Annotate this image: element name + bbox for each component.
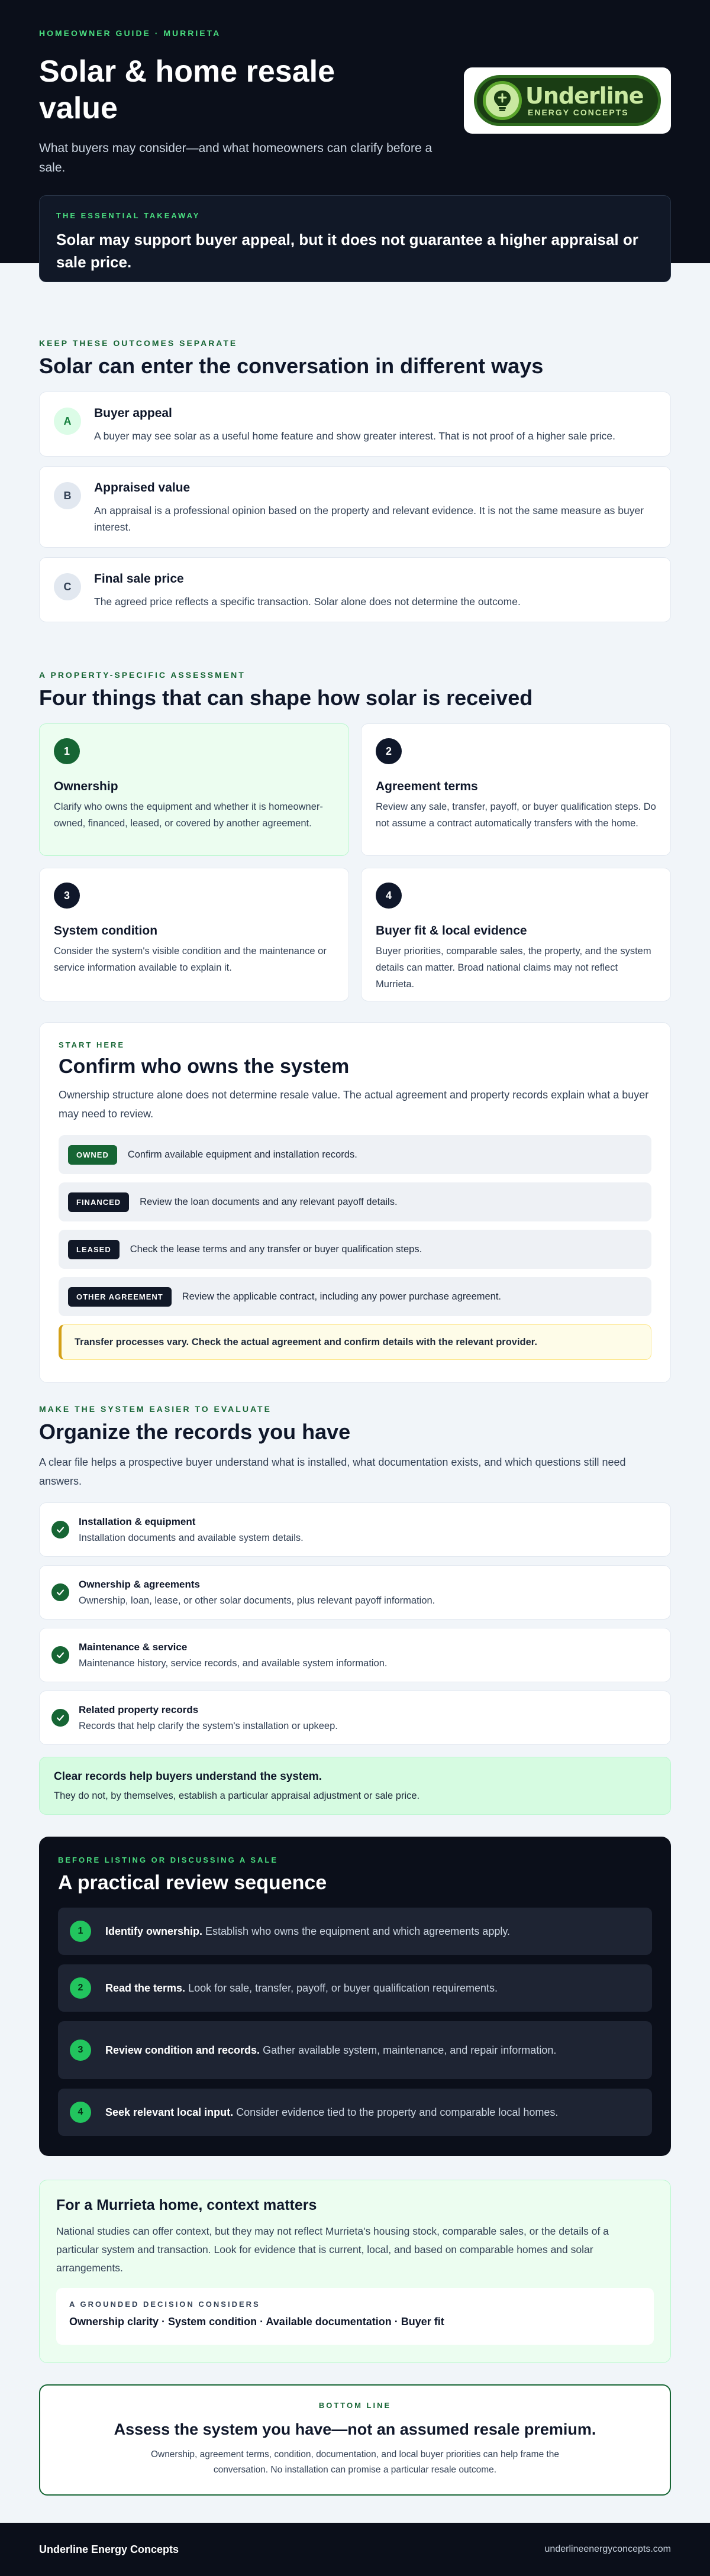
ownership-eyebrow: START HERE <box>59 1040 125 1049</box>
record-item <box>39 1628 671 1682</box>
records-section <box>39 1404 671 1815</box>
ownership-row-leased <box>59 1230 651 1269</box>
records-title: Organize the records you have <box>39 1420 351 1444</box>
record-item <box>39 1691 671 1745</box>
step-number: 4 <box>70 2102 91 2123</box>
context-title: For a Murrieta home, context matters <box>56 2197 317 2213</box>
ownership-tag: OWNED <box>68 1145 117 1165</box>
outcome-desc: The agreed price reflects a specific transaction. Solar alone does not determine the outcome. <box>94 596 521 607</box>
factor-title: System condition <box>54 924 158 938</box>
review-step <box>58 1908 652 1955</box>
callout-desc: They do not, by themselves, establish a particular appraisal adjustment or sale price. <box>54 1790 420 1801</box>
step-lead: Seek relevant local input. <box>105 2106 234 2118</box>
decision-items: Ownership clarity · System condition · Available documentation · Buyer fit <box>69 2316 444 2328</box>
factor-desc: Review any sale, transfer, payoff, or buyer qualification steps. Do not assume a contract automatically transfers with the home. <box>376 801 656 829</box>
factor-number: 3 <box>54 883 80 909</box>
ownership-row-owned <box>59 1135 651 1174</box>
step-text: Consider evidence tied to the property and comparable local homes. <box>236 2106 559 2118</box>
records-callout <box>39 1757 671 1815</box>
outcome-title: Buyer appeal <box>94 406 172 420</box>
outcomes-eyebrow: KEEP THESE OUTCOMES SEPARATE <box>39 338 238 348</box>
records-intro: A clear file helps a prospective buyer understand what is installed, what documentation exists, and which questions still need answers. <box>39 1456 626 1487</box>
review-step <box>58 2021 652 2079</box>
factor-card-system-condition <box>39 868 349 1001</box>
factor-number: 1 <box>54 738 80 764</box>
ownership-intro: Ownership structure alone does not determine resale value. The actual agreement and property records explain what a buyer may need to review. <box>59 1089 649 1120</box>
record-title: Related property records <box>79 1704 199 1715</box>
step-number: 1 <box>70 1921 91 1942</box>
bottom-title: Assess the system you have—not an assumed resale premium. <box>114 2420 596 2438</box>
record-desc: Installation documents and available system details. <box>79 1532 304 1543</box>
review-section <box>39 1837 671 2156</box>
review-title: A practical review sequence <box>58 1872 327 1894</box>
decision-box <box>56 2288 654 2345</box>
record-item <box>39 1502 671 1557</box>
step-number: 2 <box>70 1977 91 1999</box>
page-title: Solar & home resale value <box>39 54 335 125</box>
takeaway-eyebrow: THE ESSENTIAL TAKEAWAY <box>56 211 201 220</box>
ownership-row-desc: Confirm available equipment and installation records. <box>127 1149 357 1160</box>
step-lead: Identify ownership. <box>105 1925 203 1937</box>
record-title: Ownership & agreements <box>79 1578 201 1590</box>
review-eyebrow: BEFORE LISTING OR DISCUSSING A SALE <box>58 1856 279 1864</box>
records-eyebrow: MAKE THE SYSTEM EASIER TO EVALUATE <box>39 1404 272 1414</box>
takeaway-card <box>39 195 671 282</box>
context-desc: National studies can offer context, but they may not reflect Murrieta's housing stock, comparable sales, or the details of a particular system and transaction. Look for evidence that is current, local, and based on comparable homes and solar arrangements. <box>56 2225 609 2274</box>
lightbulb-icon <box>483 81 522 120</box>
transfer-note: Transfer processes vary. Check the actual agreement and confirm details with the relevant provider. <box>59 1324 651 1360</box>
factors-section <box>39 670 671 1001</box>
footer-website-link[interactable]: underlineenergyconcepts.com <box>544 2544 671 2554</box>
ownership-tag: OTHER AGREEMENT <box>68 1287 172 1307</box>
factor-card-buyer-fit <box>361 868 671 1001</box>
outcome-card-final-sale-price <box>39 557 671 622</box>
step-lead: Read the terms. <box>105 1982 186 1994</box>
callout-title: Clear records help buyers understand the system. <box>54 1770 322 1783</box>
factor-desc: Consider the system's visible condition and the maintenance or service information available to explain it. <box>54 946 327 973</box>
logo-badge <box>474 75 661 126</box>
check-icon <box>51 1709 69 1727</box>
takeaway-text: Solar may support buyer appeal, but it does not guarantee a higher appraisal or sale price. <box>56 231 638 271</box>
outcomes-title: Solar can enter the conversation in different ways <box>39 354 544 378</box>
ownership-row-desc: Review the loan documents and any relevant payoff details. <box>140 1196 398 1207</box>
ownership-tag: LEASED <box>68 1240 120 1259</box>
factor-title: Buyer fit & local evidence <box>376 924 527 938</box>
check-icon <box>51 1583 69 1601</box>
outcome-title: Final sale price <box>94 572 184 586</box>
ownership-row-desc: Review the applicable contract, including any power purchase agreement. <box>182 1291 502 1302</box>
ownership-row-other <box>59 1277 651 1316</box>
record-title: Maintenance & service <box>79 1641 188 1653</box>
record-desc: Records that help clarify the system's installation or upkeep. <box>79 1720 338 1731</box>
ownership-title: Confirm who owns the system <box>59 1055 350 1078</box>
footer-brand: Underline Energy Concepts <box>39 2543 179 2555</box>
check-icon <box>51 1646 69 1664</box>
outcome-badge: B <box>54 482 81 509</box>
record-desc: Maintenance history, service records, and available system information. <box>79 1657 388 1669</box>
check-icon <box>51 1521 69 1539</box>
outcome-badge: A <box>54 408 81 435</box>
outcome-title: Appraised value <box>94 481 191 494</box>
outcome-card-buyer-appeal <box>39 392 671 457</box>
step-text: Gather available system, maintenance, and repair information. <box>263 2044 557 2056</box>
factor-card-ownership <box>39 723 349 856</box>
step-lead: Review condition and records. <box>105 2044 260 2056</box>
hero-eyebrow: HOMEOWNER GUIDE · MURRIETA <box>39 28 221 38</box>
review-step <box>58 1964 652 2012</box>
bottom-eyebrow: BOTTOM LINE <box>318 2401 392 2410</box>
step-text: Establish who owns the equipment and which agreements apply. <box>205 1925 510 1937</box>
ownership-row-financed <box>59 1182 651 1221</box>
outcome-card-appraised-value <box>39 466 671 548</box>
hero-section <box>0 0 710 271</box>
factor-number: 4 <box>376 883 402 909</box>
brand-logo <box>464 67 671 134</box>
factor-desc: Clarify who owns the equipment and whether it is homeowner-owned, financed, leased, or covered by another agreement. <box>54 801 323 829</box>
factor-title: Ownership <box>54 780 118 793</box>
outcomes-section <box>39 338 671 632</box>
outcome-desc: An appraisal is a professional opinion based on the property and relevant evidence. It is not the same measure as buyer interest. <box>94 505 644 533</box>
record-desc: Ownership, loan, lease, or other solar documents, plus relevant payoff information. <box>79 1595 435 1606</box>
step-number: 3 <box>70 2040 91 2061</box>
logo-wordmark: Underline <box>525 83 644 109</box>
ownership-row-desc: Check the lease terms and any transfer or buyer qualification steps. <box>130 1243 422 1255</box>
footer <box>0 2523 710 2576</box>
factor-number: 2 <box>376 738 402 764</box>
outcome-desc: A buyer may see solar as a useful home feature and show greater interest. That is not proof of a higher sale price. <box>94 430 615 442</box>
factor-card-agreement-terms <box>361 723 671 856</box>
logo-tagline: ENERGY CONCEPTS <box>528 108 629 117</box>
factor-desc: Buyer priorities, comparable sales, the property, and the system details can matter. Broad national claims may not reflect Murrieta. <box>376 946 651 990</box>
review-step <box>58 2089 652 2136</box>
record-item <box>39 1565 671 1620</box>
outcome-badge: C <box>54 573 81 600</box>
ownership-section <box>39 1022 671 1383</box>
context-section <box>39 2180 671 2363</box>
factors-title: Four things that can shape how solar is received <box>39 686 533 710</box>
factor-title: Agreement terms <box>376 780 478 793</box>
hero-subtitle: What buyers may consider—and what homeowners can clarify before a sale. <box>39 141 433 174</box>
step-text: Look for sale, transfer, payoff, or buyer qualification requirements. <box>188 1982 498 1994</box>
bottom-desc: Ownership, agreement terms, condition, documentation, and local buyer priorities can help frame the conversation. No installation can promise a particular resale outcome. <box>150 2449 560 2475</box>
record-title: Installation & equipment <box>79 1515 196 1527</box>
decision-eyebrow: A GROUNDED DECISION CONSIDERS <box>69 2300 260 2309</box>
bottom-line-section <box>39 2384 671 2496</box>
factors-eyebrow: A PROPERTY-SPECIFIC ASSESSMENT <box>39 670 246 680</box>
ownership-tag: FINANCED <box>68 1192 129 1212</box>
